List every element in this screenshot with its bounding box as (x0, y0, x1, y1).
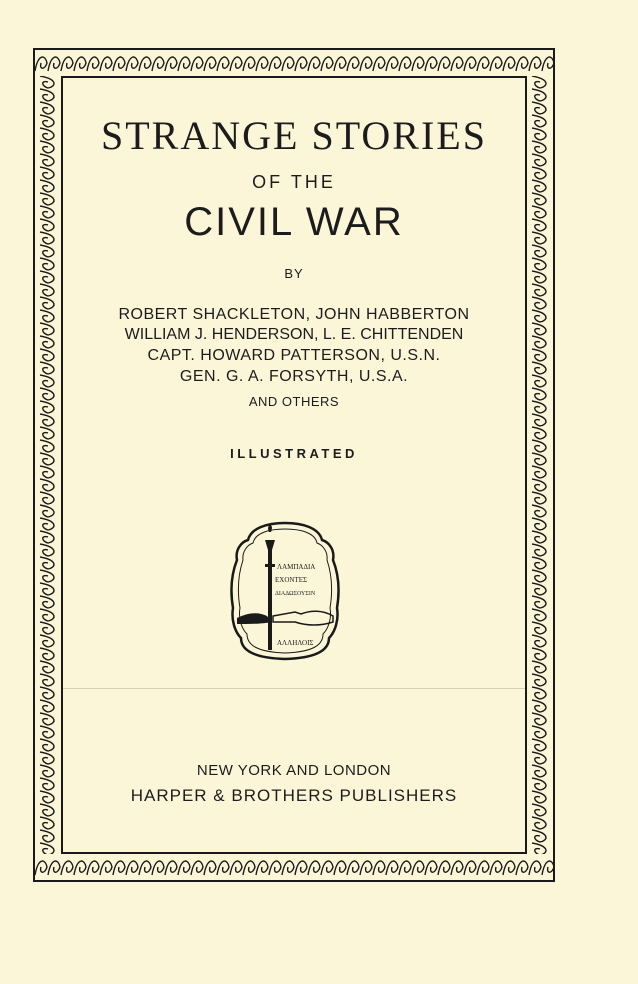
left-ornamental-border (35, 76, 61, 854)
by-label: BY (284, 266, 304, 281)
inscription-line: ΕΧΟΝΤΕΣ (275, 576, 308, 584)
author-line: GEN. G. A. FORSYTH, U.S.A. (179, 368, 409, 385)
top-ornamental-border (35, 50, 553, 76)
author-line: ROBERT SHACKLETON, JOHN HABBERTON (118, 306, 470, 323)
title-line-1: STRANGE STORIES (101, 113, 487, 158)
inscription-line: ΔΙΑΔΩΣΟΥΣΙΝ (275, 591, 316, 597)
title-line-2: OF THE (252, 172, 336, 192)
imprint-place: NEW YORK AND LONDON (196, 762, 392, 779)
torch-and-hands-emblem-icon (229, 520, 341, 662)
imprint-publisher: HARPER & BROTHERS PUBLISHERS (130, 786, 458, 805)
illustrated-label: ILLUSTRATED (230, 446, 358, 461)
bottom-ornamental-border (35, 854, 553, 880)
inscription-line: ΑΛΛΗΛΟΙΣ (277, 639, 314, 647)
title-line-3: CIVIL WAR (184, 200, 404, 244)
right-ornamental-border (527, 76, 553, 854)
author-line: AND OTHERS (248, 394, 340, 409)
author-line: CAPT. HOWARD PATTERSON, U.S.N. (147, 347, 441, 364)
inscription-line: ΛΑΜΠΑΔΙΑ (277, 563, 316, 571)
divider-rule (63, 688, 525, 689)
author-line: WILLIAM J. HENDERSON, L. E. CHITTENDEN (124, 326, 464, 343)
